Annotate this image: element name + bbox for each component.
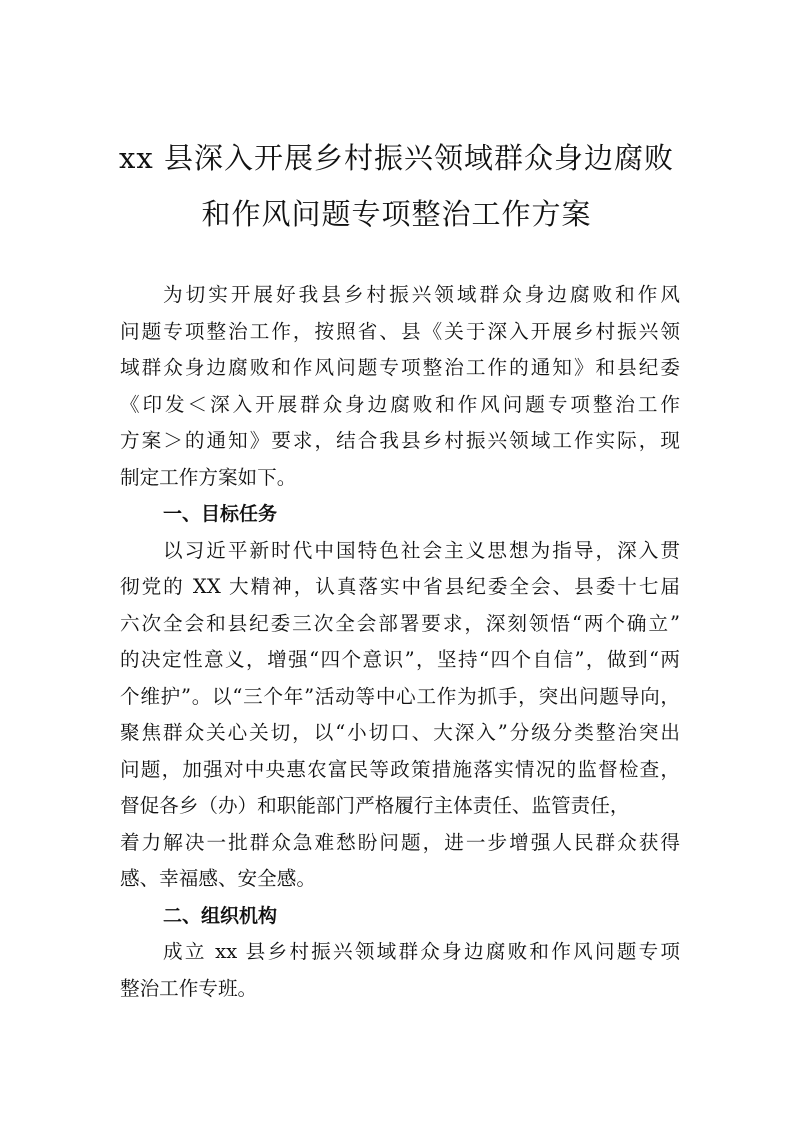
section2-line: 整治工作专班。 [120,977,258,1000]
section1-line: 问题，加强对中央惠农富民等政策措施落实情况的监督检查， [120,758,680,781]
document-title-line-2: 和作风问题专项整治工作方案 [201,197,592,231]
section1-line: 的决定性意义，增强“四个意识”，坚持“四个自信”，做到“两 [120,648,680,671]
section1-line: 着力解决一批群众急难愁盼问题，进一步增强人民群众获得 [120,831,680,854]
intro-line: 制定工作方案如下。 [120,466,297,489]
section1-line: 以习近平新时代中国特色社会主义思想为指导，深入贯 [163,539,680,562]
section1-line: 彻党的 XX 大精神，认真落实中省县纪委全会、县委十七届 [120,575,680,598]
intro-line: 《印发＜深入开展群众身边腐败和作风问题专项整治工作 [120,393,680,416]
section1-line: 督促各乡（办）和职能部门严格履行主体责任、监管责任， [120,794,630,817]
section1-line: 六次全会和县纪委三次全会部署要求，深刻领悟“两个确立” [120,612,680,635]
section2-line: 成立 xx 县乡村振兴领域群众身边腐败和作风问题专项 [163,940,680,963]
intro-line: 问题专项整治工作，按照省、县《关于深入开展乡村振兴领 [120,320,680,343]
document-title-line-1: xx 县深入开展乡村振兴领域群众身边腐败 [119,141,674,175]
section1-line: 感、幸福感、安全感。 [120,867,316,890]
section-heading-goals: 一、目标任务 [163,503,278,525]
intro-line: 方案＞的通知》要求，结合我县乡村振兴领域工作实际，现 [120,429,680,452]
section1-line: 聚焦群众关心关切，以“小切口、大深入”分级分类整治突出 [120,721,680,744]
section1-line: 个维护”。以“三个年”活动等中心工作为抓手，突出问题导向， [120,685,680,708]
section-heading-organization: 二、组织机构 [163,905,278,927]
intro-line: 为切实开展好我县乡村振兴领域群众身边腐败和作风 [163,283,680,306]
intro-line: 域群众身边腐败和作风问题专项整治工作的通知》和县纪委 [120,356,680,379]
